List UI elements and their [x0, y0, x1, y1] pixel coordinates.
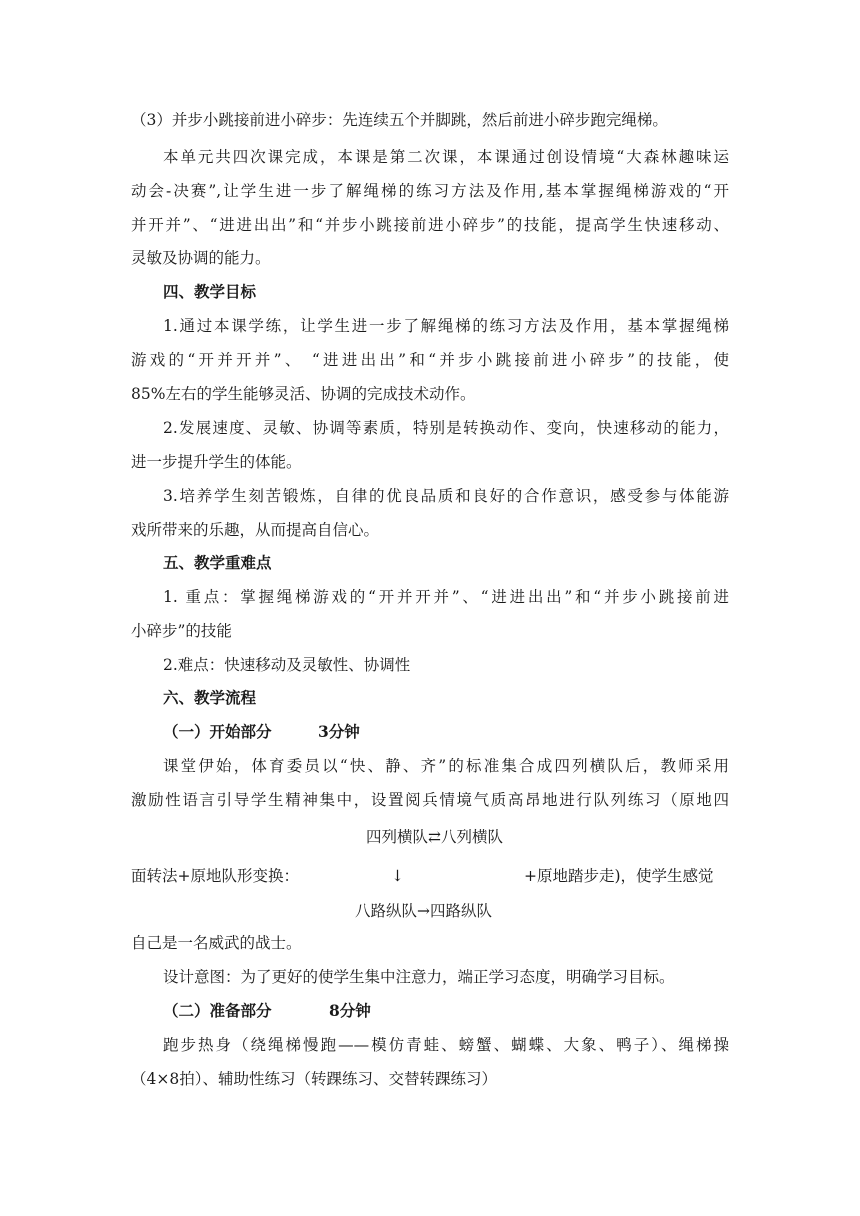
paragraph-unit-line: 灵敏及协调的能力。: [131, 249, 271, 267]
heading-teaching-objectives: 四、教学目标: [163, 282, 257, 301]
goal-1-line: 1.通过本课学练，让学生进一步了解绳梯的练习方法及作用，基本掌握绳梯: [163, 317, 729, 335]
paragraph-unit-line: 本单元共四次课完成，本课是第二次课，本课通过创设情境“大森林趣味运: [163, 148, 729, 166]
section-prep-title: （二）准备部分: [163, 1001, 272, 1020]
section-prep-time: 8分钟: [329, 1001, 371, 1020]
section-prep-paragraph-line: （4×8拍）、辅助性练习（转踝练习、交替转踝练习）: [131, 1070, 497, 1088]
section-start-intent: 设计意图：为了更好的使学生集中注意力，端正学习态度，明确学习目标。: [163, 968, 675, 986]
goal-1-line: 游戏的“开并开并”、 “进进出出”和“并步小跳接前进小碎步”的技能，使: [131, 351, 729, 369]
paragraph-unit-line: 动会-决赛”,让学生进一步了解绳梯的练习方法及作用,基本掌握绳梯游戏的“开: [131, 182, 729, 200]
section-start-time: 3分钟: [318, 722, 360, 741]
formation-top: 四列横队⇄八列横队: [366, 828, 503, 846]
goal-3-line: 3.培养学生刻苦锻炼，自律的优良品质和良好的合作意识，感受参与体能游: [163, 487, 729, 505]
section-start-paragraph-line: 课堂伊始，体育委员以“快、静、齐”的标准集合成四列横队后，教师采用: [163, 757, 729, 775]
section-start-paragraph-line: 激励性语言引导学生精神集中，设置阅兵情境气质高昂地进行队列练习（原地四: [131, 791, 729, 809]
goal-1-line: 85%左右的学生能够灵活、协调的完成技术动作。: [131, 385, 476, 403]
paragraph-step3: （3）并步小跳接前进小碎步：先连续五个并脚跳，然后前进小碎步跑完绳梯。: [131, 111, 668, 129]
formation-right-text: +原地踏步走)，使学生感觉: [524, 867, 714, 885]
section-start-title: （一）开始部分: [163, 722, 272, 741]
paragraph-unit-line: 并开并”、“进进出出”和“并步小跳接前进小碎步”的技能，提高学生快速移动、: [131, 216, 729, 234]
goal-3-line: 戏所带来的乐趣，从而提高自信心。: [131, 521, 380, 539]
key-point-2: 2.难点：快速移动及灵敏性、协调性: [163, 656, 411, 674]
goal-2-line: 2.发展速度、灵敏、协调等素质，特别是转换动作、变向，快速移动的能力，: [163, 419, 729, 437]
goal-2-line: 进一步提升学生的体能。: [131, 453, 302, 471]
formation-left-text: 面转法+原地队形变换：: [131, 867, 299, 885]
section-prep-paragraph-line: 跑步热身（绕绳梯慢跑——模仿青蛙、螃蟹、蝴蝶、大象、鸭子）、绳梯操: [163, 1036, 729, 1054]
heading-key-points: 五、教学重难点: [163, 553, 272, 572]
arrow-down-icon: ↓: [391, 867, 404, 885]
key-point-1-line: 小碎步”的技能: [131, 622, 232, 640]
key-point-1-line: 1. 重点：掌握绳梯游戏的“开并开并”、“进进出出”和“并步小跳接前进: [163, 588, 729, 606]
section-start-end: 自己是一名威武的战士。: [131, 934, 302, 952]
formation-bottom: 八路纵队→四路纵队: [355, 902, 492, 920]
heading-teaching-process: 六、教学流程: [163, 688, 257, 707]
